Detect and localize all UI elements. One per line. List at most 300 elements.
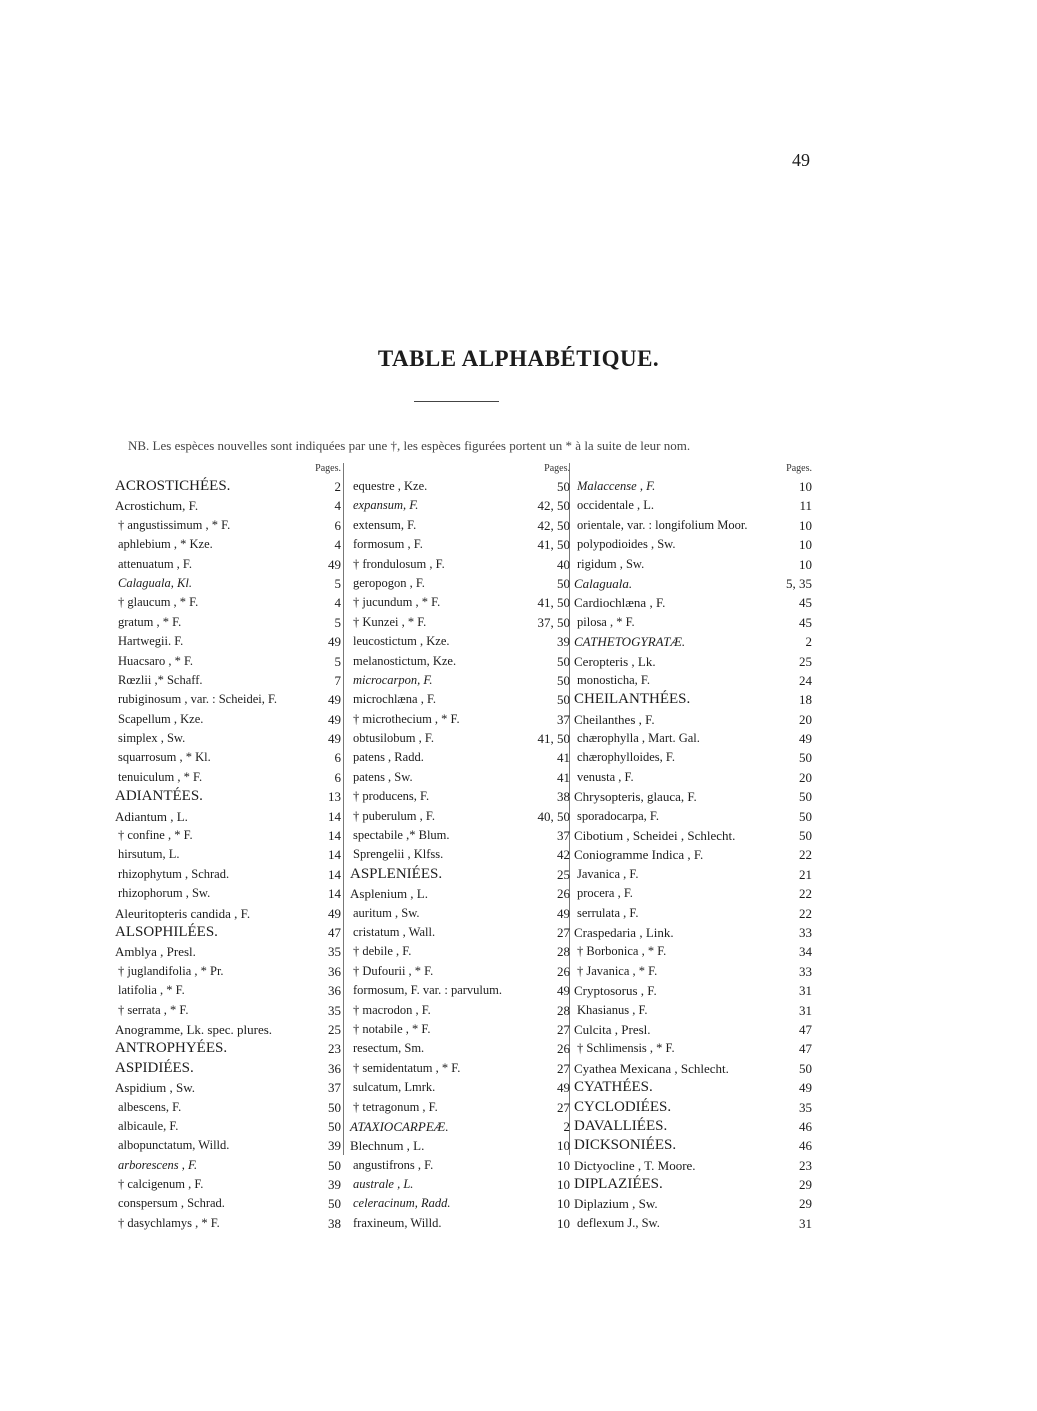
index-entry [574,496,812,515]
entry-page: 47 [328,924,341,940]
index-entry [350,787,570,806]
entry-page: 37 [557,828,570,844]
entry-page: 10 [557,1177,570,1193]
entry-name: procera , F. [577,886,633,901]
index-entry [115,826,341,845]
index-entry [574,787,812,806]
index-entry [350,962,570,981]
entry-page: 25 [557,866,570,882]
entry-page: 34 [799,944,812,960]
entry-name: Khasianus , F. [577,1002,648,1017]
entry-name: pilosa , * F. [577,614,635,629]
index-entry [574,748,812,767]
entry-page: 28 [557,944,570,960]
index-entry [115,729,341,748]
entry-name: Coniogramme Indica , F. [574,847,704,863]
entry-name: gratum , * F. [118,614,182,629]
entry-page: 26 [557,1041,570,1057]
index-entry [574,1059,812,1078]
entry-page: 10 [557,1196,570,1212]
entry-name: Anogramme, Lk. spec. plures. [115,1021,273,1037]
index-entry [574,652,812,671]
entry-page: 49 [328,731,341,747]
entry-name: Cryptosorus , F. [574,983,657,999]
entry-name: Sprengelii , Klfss. [353,847,444,862]
entry-page: 42, 50 [537,517,570,533]
entry-page: 28 [557,1002,570,1018]
index-entry [115,710,341,729]
legend-note: NB. Les espèces nouvelles sont indiquées par une †, les espèces figurées portent un * à la suite de leur nom. [128,438,691,453]
entry-name: polypodioides , Sw. [577,537,676,552]
index-entry [350,1194,570,1213]
entry-page: 36 [328,983,341,999]
entry-page: 35 [328,1002,341,1018]
entry-page: 6 [334,517,341,533]
entry-page: 27 [557,1021,570,1037]
entry-page: 41, 50 [537,537,570,553]
index-entry [350,535,570,554]
entry-page: 10 [557,1157,570,1173]
index-entry [115,748,341,767]
index-entry [115,555,341,574]
index-entry [350,477,570,496]
entry-page: 29 [799,1177,812,1193]
entry-page: 20 [799,769,812,785]
entry-name: obtusilobum , F. [353,731,434,746]
index-entry [115,1214,341,1233]
index-entry [350,1156,570,1175]
entry-page: 31 [799,983,812,999]
entry-page: 4 [334,537,341,553]
index-entry [350,904,570,923]
entry-page: 37, 50 [537,614,570,630]
entry-name: albopunctatum, Willd. [118,1138,230,1153]
entry-name: Javanica , F. [577,866,639,881]
entry-page: 39 [328,1138,341,1154]
entry-page: 42 [557,847,570,863]
entry-name: microcarpon, F. [353,672,433,687]
index-entry [574,942,812,961]
index-entry [115,1078,341,1097]
entry-page: 38 [557,789,570,805]
entry-name: Calaguala, Kl. [118,575,192,590]
entry-name: formosum , F. [353,537,423,552]
entry-name: sulcatum, Lmrk. [353,1080,436,1095]
entry-name: expansum, F. [353,498,419,513]
entry-name: Scapellum , Kze. [118,711,204,726]
index-entry [350,555,570,574]
entry-page: 50 [799,828,812,844]
entry-name: tenuiculum , * F. [118,769,203,784]
entry-page: 49 [799,731,812,747]
index-entry [574,1194,812,1213]
entry-name: Adiantum , L. [115,808,188,824]
entry-page: 14 [328,828,341,844]
index-entry [574,904,812,923]
entry-name: DIPLAZIÉES. [574,1176,663,1193]
entry-name: Craspedaria , Link. [574,924,674,940]
index-entry [115,1039,341,1058]
entry-page: 46 [799,1118,812,1134]
entry-page: 50 [799,789,812,805]
entry-page: 50 [799,1060,812,1076]
entry-name: patens , Sw. [353,769,413,784]
index-entry [115,535,341,554]
index-entry [574,1214,812,1233]
index-entry [350,1175,570,1194]
index-entry [574,1136,812,1155]
entry-page: 11 [799,498,812,514]
entry-page: 41, 50 [537,731,570,747]
entry-name: conspersum , Schrad. [118,1196,225,1211]
entry-name: latifolia , * F. [118,983,185,998]
entry-page: 36 [328,963,341,979]
entry-page: 33 [799,924,812,940]
entry-name: ANTROPHYÉES. [115,1040,228,1057]
entry-name: Culcita , Presl. [574,1021,651,1037]
index-entry [574,1078,812,1097]
entry-name: † Javanica , * F. [577,963,658,978]
entry-name: ASPIDIÉES. [115,1059,194,1076]
entry-page: 31 [799,1215,812,1231]
entry-page: 25 [328,1021,341,1037]
index-entry [574,1175,812,1194]
entry-page: 14 [328,866,341,882]
entry-name: deflexum J., Sw. [577,1215,660,1230]
entry-name: rubiginosum , var. : Scheidei, F. [118,692,278,707]
entry-name: ADIANTÉES. [115,788,203,805]
entry-name: Amblya , Presl. [115,944,196,960]
index-entry [115,1194,341,1213]
entry-name: † debile , F. [353,944,412,959]
entry-name: † Schlimensis , * F. [577,1041,675,1056]
entry-name: Cheilanthes , F. [574,711,655,727]
index-entry [350,593,570,612]
entry-page: 26 [557,963,570,979]
entry-name: † confine , * F. [118,828,193,843]
entry-page: 27 [557,924,570,940]
entry-page: 4 [334,498,341,514]
entry-name: melanostictum, Kze. [353,653,457,668]
entry-name: † jucundum , * F. [353,595,441,610]
entry-name: Cibotium , Scheidei , Schlecht. [574,828,736,844]
entry-page: 10 [557,1138,570,1154]
entry-name: DAVALLIÉES. [574,1117,668,1134]
entry-name: † semidentatum , * F. [353,1060,461,1075]
entry-page: 24 [799,672,812,688]
index-entry [574,1039,812,1058]
index-entry [115,593,341,612]
index-entry [574,1020,812,1039]
index-entry [350,884,570,903]
index-entry [574,962,812,981]
entry-page: 41 [557,769,570,785]
entry-name: rhizophytum , Schrad. [118,866,230,881]
entry-page: 14 [328,886,341,902]
entry-name: Asplenium , L. [350,886,428,902]
entry-page: 14 [328,808,341,824]
entry-page: 35 [328,944,341,960]
entry-name: celeracinum, Radd. [353,1196,451,1211]
entry-page: 23 [328,1041,341,1057]
entry-name: Diplazium , Sw. [574,1196,658,1212]
entry-name: orientale, var. : longifolium Moor. [577,517,748,532]
index-entry [115,962,341,981]
index-entry [574,574,812,593]
entry-page: 23 [799,1157,812,1173]
entry-name: Dictyocline , T. Moore. [574,1157,696,1173]
entry-page: 6 [334,750,341,766]
entry-name: Chrysopteris, glauca, F. [574,789,697,805]
index-entry [115,671,341,690]
index-entry [115,884,341,903]
entry-page: 40, 50 [537,808,570,824]
entry-page: 39 [557,634,570,650]
entry-name: Hartwegii. F. [118,634,184,649]
entry-name: monosticha, F. [577,672,650,687]
index-entry [115,768,341,787]
index-entry [350,865,570,884]
entry-page: 36 [328,1060,341,1076]
entry-page: 35 [799,1099,812,1115]
entry-name: resectum, Sm. [353,1041,425,1056]
entry-page: 47 [799,1041,812,1057]
entry-name: attenuatum , F. [118,556,192,571]
entry-page: 50 [557,479,570,494]
index-entry [574,671,812,690]
entry-name: † glaucum , * F. [118,595,199,610]
entry-name: rhizophorum , Sw. [118,886,211,901]
entry-name: † microthecium , * F. [353,711,460,726]
page-number: 49 [792,150,810,170]
entry-name: extensum, F. [353,517,417,532]
index-entry [350,1214,570,1233]
entry-page: 25 [799,653,812,669]
entry-name: ASPLENIÉES. [350,865,443,882]
index-entry [350,845,570,864]
entry-name: DICKSONIÉES. [574,1137,677,1154]
entry-name: albescens, F. [118,1099,182,1114]
entry-page: 2 [805,634,812,650]
entry-page: 10 [799,479,812,494]
index-column-3 [574,463,812,1231]
entry-name: CHEILANTHÉES. [574,691,691,708]
entry-page: 5 [334,575,341,591]
entry-page: 50 [557,692,570,708]
entry-page: 38 [328,1215,341,1231]
index-entry [574,516,812,535]
entry-name: Ceropteris , Lk. [574,653,656,669]
entry-name: auritum , Sw. [353,905,420,920]
index-entry [574,632,812,651]
index-entry [350,710,570,729]
entry-page: 10 [799,556,812,572]
index-entry [574,768,812,787]
entry-name: ATAXIOCARPEÆ. [350,1118,449,1134]
index-entry [115,923,341,942]
entry-page: 10 [799,537,812,553]
entry-page: 10 [557,1215,570,1231]
entry-page: 31 [799,1002,812,1018]
entry-page: 50 [328,1118,341,1134]
index-entry [574,477,812,496]
entry-name: arborescens , F. [118,1157,198,1172]
entry-page: 50 [328,1157,341,1173]
index-entry [350,1059,570,1078]
entry-name: Aleuritopteris candida , F. [115,905,251,921]
index-entry [350,613,570,632]
pages-header: Pages. [544,463,570,474]
index-entry [350,1098,570,1117]
entry-name: patens , Radd. [353,750,424,765]
index-entry [574,981,812,1000]
entry-name: † Borbonica , * F. [577,944,667,959]
index-entry [115,1117,341,1136]
entry-page: 27 [557,1099,570,1115]
index-entry [574,729,812,748]
entry-page: 20 [799,711,812,727]
entry-page: 13 [328,789,341,805]
entry-page: 49 [328,905,341,921]
entry-name: aphlebium , * Kze. [118,537,213,552]
entry-name: leucostictum , Kze. [353,634,450,649]
entry-name: spectabile ,* Blum. [353,828,450,843]
index-entry [574,865,812,884]
index-entry [115,1001,341,1020]
index-entry [350,748,570,767]
entry-page: 49 [799,1080,812,1096]
entry-name: CYCLODIÉES. [574,1098,672,1115]
index-entry [574,923,812,942]
entry-page: 50 [557,672,570,688]
entry-name: hirsutum, L. [118,847,180,862]
entry-page: 4 [334,595,341,611]
index-entry [574,807,812,826]
entry-page: 49 [328,556,341,572]
index-column-2 [350,463,570,1231]
entry-name: † frondulosum , F. [353,556,445,571]
entry-name: venusta , F. [577,769,634,784]
index-entry [350,807,570,826]
index-entry [350,1020,570,1039]
entry-name: cristatum , Wall. [353,924,436,939]
index-entry [115,652,341,671]
index-entry [115,1059,341,1078]
index-entry [115,787,341,806]
index-entry [115,845,341,864]
index-entry [574,593,812,612]
entry-name: † angustissimum , * F. [118,517,231,532]
entry-name: † macrodon , F. [353,1002,431,1017]
index-entry [350,826,570,845]
entry-name: Malaccense , F. [577,479,656,493]
entry-name: albicaule, F. [118,1118,179,1133]
entry-name: † tetragonum , F. [353,1099,438,1114]
index-entry [350,1039,570,1058]
entry-page: 22 [799,886,812,902]
index-entry [115,1175,341,1194]
entry-name: † calcigenum , F. [118,1177,204,1192]
entry-page: 42, 50 [537,498,570,514]
entry-name: † producens, F. [353,789,430,804]
entry-page: 49 [557,905,570,921]
entry-page: 37 [328,1080,341,1096]
entry-name: † Kunzei , * F. [353,614,427,629]
entry-page: 45 [799,595,812,611]
index-entry [350,1136,570,1155]
index-entry [350,496,570,515]
index-entry [350,1001,570,1020]
entry-name: formosum, F. var. : parvulum. [353,983,502,998]
entry-page: 5 [334,614,341,630]
entry-page: 29 [799,1196,812,1212]
entry-page: 22 [799,847,812,863]
index-entry [350,690,570,709]
entry-page: 5 [334,653,341,669]
index-entry [115,1136,341,1155]
index-entry [115,981,341,1000]
entry-page: 18 [799,692,812,708]
entry-page: 50 [557,575,570,591]
entry-page: 50 [328,1099,341,1115]
entry-page: 14 [328,847,341,863]
entry-page: 50 [557,653,570,669]
index-entry [115,904,341,923]
entry-page: 49 [328,711,341,727]
entry-name: squarrosum , * Kl. [118,750,211,765]
index-entry [350,652,570,671]
pages-header: Pages. [786,463,812,474]
entry-page: 49 [328,692,341,708]
entry-name: occidentale , L. [577,498,655,513]
entry-page: 5, 35 [786,575,812,591]
index-entry [115,942,341,961]
index-entry [350,981,570,1000]
entry-page: 26 [557,886,570,902]
entry-page: 27 [557,1060,570,1076]
index-entry [350,768,570,787]
index-entry [574,710,812,729]
index-entry [574,1117,812,1136]
index-entry [115,632,341,651]
index-entry [115,807,341,826]
page-title: TABLE ALPHABÉTIQUE. [377,346,660,371]
entry-page: 45 [799,614,812,630]
index-entry [574,884,812,903]
index-entry [350,923,570,942]
entry-page: 2 [334,479,341,494]
entry-page: 49 [328,634,341,650]
entry-name: sporadocarpa, F. [577,808,659,823]
index-entry [350,729,570,748]
column-divider [343,463,344,1155]
index-entry [574,690,812,709]
entry-name: Cyathea Mexicana , Schlecht. [574,1060,729,1076]
entry-name: Calaguala. [574,575,633,591]
entry-page: 33 [799,963,812,979]
entry-page: 41, 50 [537,595,570,611]
index-entry [574,555,812,574]
entry-name: † dasychlamys , * F. [118,1215,220,1230]
entry-name: chærophylla , Mart. Gal. [577,731,700,746]
index-entry [115,1098,341,1117]
entry-page: 6 [334,769,341,785]
entry-page: 50 [328,1196,341,1212]
entry-name: australe , L. [353,1177,414,1192]
index-entry [115,516,341,535]
entry-page: 50 [799,808,812,824]
entry-page: 21 [799,866,812,882]
